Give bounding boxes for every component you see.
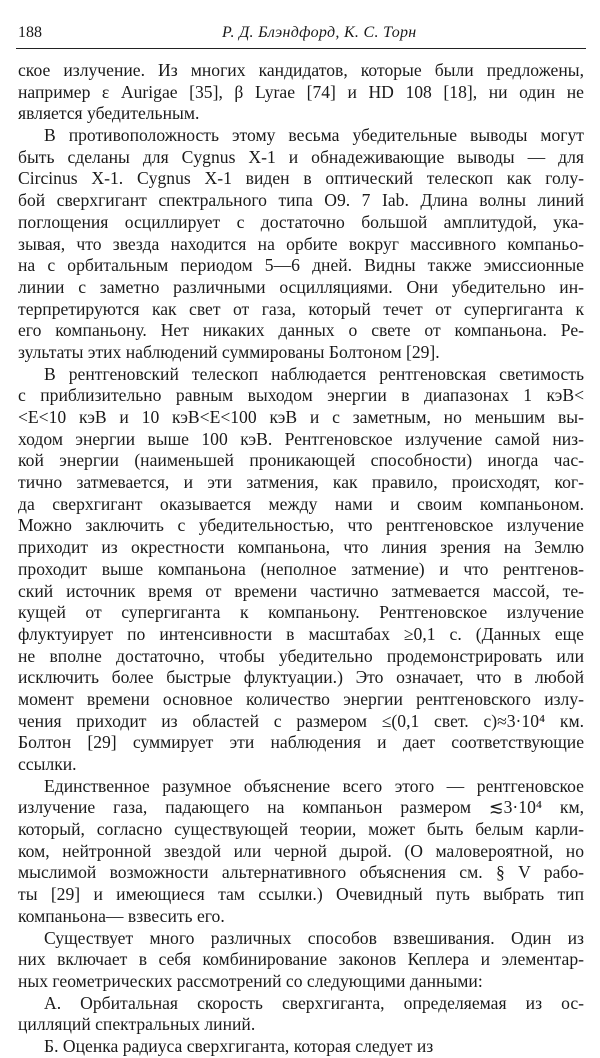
text-line: момент времени основное количество энергии рентгеновского излу-: [18, 688, 584, 709]
text-line: цилляций спектральных линий.: [18, 1014, 256, 1035]
text-line: ходом энергии выше 100 кэВ. Рентгеновское излучение самой низ-: [18, 428, 584, 449]
page-header: [16, 18, 584, 44]
text-line: приходит из окрестности компаньона, что линия зрения на Землю: [18, 537, 584, 558]
text-line: мыслимой возможности альтернативного объяснения см. § V рабо-: [18, 862, 584, 883]
text-line: тично затмевается, и эти затмения, как правило, происходят, ког-: [18, 472, 584, 493]
text-line: Можно заключить с убедительностью, что рентгеновское излучение: [18, 515, 584, 536]
text-line: который, согласно существующей теории, может быть белым карли-: [18, 819, 584, 840]
text-line: исключить более быстрые флуктуации.) Это означает, что в любой: [18, 667, 584, 688]
running-head: Р. Д. Блэндфорд, К. С. Торн: [222, 24, 417, 41]
text-line: флуктуирует по интенсивности в масштабах ≥0,1 с. (Данных еще: [18, 623, 584, 644]
text-line: компаньона— взвесить его.: [18, 905, 225, 926]
text-line: кой энергии (наименьшей проникающей способности) иногда час-: [18, 450, 584, 471]
text-line: кущей от супергиганта к компаньону. Рентгеновское излучение: [18, 602, 584, 623]
body-text: [18, 60, 584, 1058]
text-line: ты [29] и имеющиеся там ссылки.) Очевидный путь выбрать тип: [18, 884, 584, 905]
text-line: терпретируются как свет от газа, который течет от супергиганта к: [18, 298, 584, 319]
text-line: чения приходит из областей с размером ≤(0,1 свет. с)≈3·10⁴ км.: [18, 710, 584, 731]
text-line: не вполне достаточно, чтобы убедительно продемонстрировать или: [18, 645, 584, 666]
text-line: например ε Aurigae [35], β Lyrae [74] и HD 108 [18], ни один не: [18, 81, 584, 102]
text-line: линии с заметно различными осцилляциями. Они убедительно ин-: [18, 276, 584, 297]
text-line: Единственное разумное объяснение всего этого — рентгеновское: [44, 775, 584, 796]
text-line: зывая, что звезда находится на орбите вокруг массивного компаньо-: [18, 233, 584, 254]
text-line: ссылки.: [18, 754, 77, 774]
text-line: зультаты этих наблюдений суммированы Болтоном [29].: [18, 341, 440, 362]
text-line: Б. Оценка радиуса сверхгиганта, которая следует из: [44, 1035, 434, 1056]
text-line: В рентгеновский телескоп наблюдается рентгеновская светимость: [44, 363, 584, 384]
text-line: является убедительным.: [18, 103, 200, 124]
text-line: ское излучение. Из многих кандидатов, которые были предложены,: [18, 60, 584, 80]
text-line: Circinus X-1. Cygnus X-1 виден в оптический телескоп как голу-: [18, 168, 584, 189]
text-line: ком, нейтронной звездой или черной дырой. (О маловероятной, но: [18, 840, 584, 861]
text-line: Болтон [29] суммирует эти наблюдения и дает соответствующие: [18, 732, 584, 753]
header-rule: [16, 48, 586, 49]
text-line: <E<10 кэВ и 10 кэВ<E<100 кэВ и с заметным, но меньшим вы-: [18, 407, 584, 427]
text-line: с приблизительно равным выходом энергии в диапазонах 1 кэВ<: [18, 385, 584, 406]
text-line: быть сделаны для Cygnus X-1 и обнадеживающие выводы — для: [18, 146, 584, 167]
text-line: них включает в себя комбинирование законов Кеплера и элементар-: [18, 949, 584, 970]
text-line: излучение газа, падающего на компаньон размером ≲3·10⁴ км,: [18, 797, 584, 818]
text-line: поглощения осциллирует с достаточно большой амплитудой, ука-: [18, 211, 584, 232]
text-line: ский источник время от времени частично затмевается массой, те-: [18, 580, 584, 601]
text-line: бой сверхгигант спектрального типа О9. 7 Iab. Длина волны линий: [18, 190, 584, 211]
page-number: 188: [18, 24, 42, 41]
text-line: на с орбитальным периодом 5—6 дней. Видны также эмиссионные: [18, 255, 584, 276]
text-line: да сверхгигант оказывается между нами и своим компаньоном.: [18, 493, 584, 514]
text-line: проходит выше компаньона (неполное затмение) и что рентгенов-: [18, 558, 584, 579]
text-line: А. Орбитальная скорость сверхгиганта, определяемая из ос-: [44, 992, 584, 1013]
text-line: Существует много различных способов взвешивания. Один из: [44, 927, 584, 948]
text-line: ных геометрических рассмотрений со следующими данными:: [18, 970, 483, 991]
text-line: В противоположность этому весьма убедительные выводы могут: [44, 125, 584, 146]
text-line: его компаньону. Нет никаких данных о свете от компаньона. Ре-: [18, 320, 584, 341]
